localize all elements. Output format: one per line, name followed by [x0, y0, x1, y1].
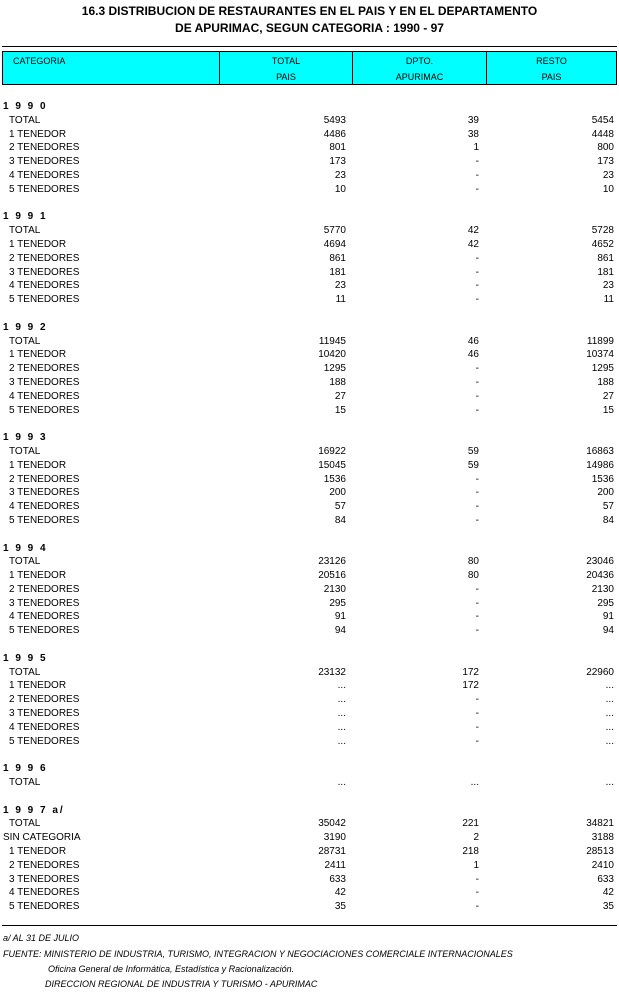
resto-pais-cell: 10374 — [586, 349, 614, 361]
category-cell: 2 TENEDORES — [9, 252, 80, 264]
table-row — [0, 555, 619, 569]
resto-pais-cell: 42 — [602, 887, 614, 899]
header-resto-line2: PAIS — [541, 72, 562, 82]
resto-pais-cell: 2130 — [591, 583, 614, 595]
year-heading: 1 9 9 4 — [3, 542, 48, 554]
total-pais-cell: 15045 — [318, 459, 346, 471]
category-cell: 1 TENEDOR — [9, 680, 67, 692]
resto-pais-cell: 861 — [597, 252, 614, 264]
resto-pais-cell: 14986 — [586, 459, 614, 471]
total-pais-cell: 42 — [334, 887, 346, 899]
dpto-apurimac-cell: - — [475, 390, 479, 402]
total-pais-cell: 28731 — [318, 846, 346, 858]
table-row — [0, 817, 619, 831]
table-row — [0, 169, 619, 183]
dpto-apurimac-cell: 46 — [467, 349, 479, 361]
total-pais-cell: 11 — [335, 294, 346, 306]
resto-pais-cell: 1295 — [591, 363, 614, 375]
category-cell: 5 TENEDORES — [9, 404, 80, 416]
total-pais-cell: 200 — [329, 487, 346, 499]
table-row — [0, 597, 619, 611]
resto-pais-cell: 27 — [602, 390, 614, 402]
resto-pais-cell: 23 — [602, 280, 614, 292]
table-row — [0, 266, 619, 280]
total-pais-cell: 20516 — [318, 570, 346, 582]
dpto-apurimac-cell: - — [475, 363, 479, 375]
total-pais-cell: 4486 — [323, 128, 346, 140]
dpto-apurimac-cell: - — [475, 404, 479, 416]
total-pais-cell: 27 — [334, 390, 346, 402]
dpto-apurimac-cell: - — [475, 487, 479, 499]
table-row — [0, 886, 619, 900]
dpto-apurimac-cell: 46 — [467, 335, 479, 347]
resto-pais-cell: 91 — [602, 611, 614, 623]
resto-pais-cell: 188 — [597, 376, 614, 388]
header-resto-line1: RESTO — [536, 56, 567, 66]
resto-pais-cell: 16863 — [586, 445, 614, 457]
table-row — [0, 735, 619, 749]
table-row — [0, 376, 619, 390]
resto-pais-cell: 22960 — [586, 666, 614, 678]
table-row — [0, 404, 619, 418]
resto-pais-cell: 57 — [602, 501, 614, 513]
total-pais-cell: ... — [337, 721, 346, 733]
header-categoria — [3, 52, 219, 84]
total-pais-cell: 23 — [334, 169, 346, 181]
resto-pais-cell: 10 — [602, 183, 614, 195]
dpto-apurimac-cell: 218 — [462, 846, 479, 858]
total-pais-cell: ... — [337, 777, 346, 789]
resto-pais-cell: ... — [605, 708, 614, 720]
total-pais-cell: ... — [337, 694, 346, 706]
category-cell: 3 TENEDORES — [9, 266, 80, 278]
category-cell: 1 TENEDOR — [9, 570, 67, 582]
dpto-apurimac-cell: 80 — [467, 570, 479, 582]
group-spacer — [0, 197, 619, 211]
total-pais-cell: 1536 — [323, 473, 346, 485]
category-cell: 1 TENEDOR — [9, 846, 67, 858]
dpto-apurimac-cell: 1 — [473, 142, 479, 154]
table-row — [0, 831, 619, 845]
category-cell: 2 TENEDORES — [9, 694, 80, 706]
table-row — [0, 486, 619, 500]
footnote: a/ AL 31 DE JULIO — [3, 933, 80, 943]
group-spacer — [0, 638, 619, 652]
group-spacer — [0, 417, 619, 431]
table-row — [0, 473, 619, 487]
table-row — [0, 238, 619, 252]
total-pais-cell: 2411 — [324, 859, 346, 871]
dpto-apurimac-cell: - — [475, 501, 479, 513]
table-row — [0, 348, 619, 362]
resto-pais-cell: 23 — [602, 169, 614, 181]
category-cell: 4 TENEDORES — [9, 501, 80, 513]
category-cell: 4 TENEDORES — [9, 721, 80, 733]
total-pais-cell: 295 — [329, 597, 346, 609]
header-dpto-line1: DPTO. — [405, 56, 434, 66]
total-pais-cell: 5770 — [323, 225, 346, 237]
dpto-apurimac-cell: - — [475, 708, 479, 720]
category-cell: 1 TENEDOR — [9, 349, 67, 361]
table-title-line-2: DE APURIMAC, SEGUN CATEGORIA : 1990 - 97 — [175, 21, 444, 35]
category-cell: 3 TENEDORES — [9, 873, 80, 885]
resto-pais-cell: 84 — [602, 514, 614, 526]
dpto-apurimac-cell: - — [475, 183, 479, 195]
resto-pais-cell: 34821 — [586, 818, 614, 830]
total-pais-cell: 10420 — [318, 349, 346, 361]
category-cell: 1 TENEDOR — [9, 459, 67, 471]
category-cell: 2 TENEDORES — [9, 142, 80, 154]
resto-pais-cell: 11 — [603, 294, 614, 306]
dpto-apurimac-cell: 38 — [467, 128, 479, 140]
dpto-apurimac-cell: 80 — [467, 556, 479, 568]
dpto-apurimac-cell: ... — [470, 777, 479, 789]
year-heading: 1 9 9 6 — [3, 763, 48, 775]
category-cell: 3 TENEDORES — [9, 376, 80, 388]
table-row — [0, 693, 619, 707]
group-spacer — [0, 307, 619, 321]
table-row — [0, 279, 619, 293]
table-row — [0, 500, 619, 514]
dpto-apurimac-cell: 221 — [462, 818, 479, 830]
category-cell: TOTAL — [9, 818, 41, 830]
resto-pais-cell: 173 — [597, 156, 614, 168]
dpto-apurimac-cell: 172 — [462, 680, 479, 692]
resto-pais-cell: 4652 — [591, 238, 614, 250]
dpto-apurimac-cell: 42 — [467, 238, 479, 250]
resto-pais-cell: 94 — [602, 625, 614, 637]
dpto-apurimac-cell: - — [475, 611, 479, 623]
total-pais-cell: 861 — [329, 252, 346, 264]
table-row — [0, 114, 619, 128]
dpto-apurimac-cell: 172 — [462, 666, 479, 678]
total-pais-cell: 3190 — [323, 832, 346, 844]
category-cell: 1 TENEDOR — [9, 238, 67, 250]
resto-pais-cell: 35 — [602, 901, 614, 913]
dpto-apurimac-cell: - — [475, 625, 479, 637]
dpto-apurimac-cell: 39 — [467, 114, 479, 126]
total-pais-cell: 15 — [334, 404, 346, 416]
resto-pais-cell: 181 — [597, 266, 614, 278]
dpto-apurimac-cell: - — [475, 473, 479, 485]
source-line: FUENTE: MINISTERIO DE INDUSTRIA, TURISMO, INTEGRACION Y NEGOCIACIONES COMERCIALE INTERNACIONALES — [3, 949, 513, 959]
resto-pais-cell: 295 — [597, 597, 614, 609]
total-pais-cell: 91 — [334, 611, 346, 623]
category-cell: 5 TENEDORES — [9, 514, 80, 526]
source-direction: DIRECCION REGIONAL DE INDUSTRIA Y TURISMO - APURIMAC — [45, 979, 318, 989]
table-row — [0, 845, 619, 859]
total-pais-cell: 11945 — [318, 335, 346, 347]
table-row — [0, 224, 619, 238]
total-pais-cell: 10 — [334, 183, 346, 195]
category-cell: TOTAL — [9, 114, 41, 126]
dpto-apurimac-cell: - — [475, 156, 479, 168]
total-pais-cell: 633 — [329, 873, 346, 885]
header-total-pais — [219, 52, 352, 84]
category-cell: 4 TENEDORES — [9, 887, 80, 899]
table-row — [0, 445, 619, 459]
category-cell: 5 TENEDORES — [9, 294, 80, 306]
year-heading: 1 9 9 0 — [3, 101, 48, 112]
dpto-apurimac-cell: - — [475, 694, 479, 706]
total-pais-cell: 84 — [334, 514, 346, 526]
total-pais-cell: 1295 — [323, 363, 346, 375]
category-cell: TOTAL — [9, 335, 41, 347]
total-pais-cell: 57 — [334, 501, 346, 513]
year-heading: 1 9 9 1 — [3, 211, 48, 223]
header-total-line2: PAIS — [276, 72, 296, 82]
total-pais-cell: 801 — [329, 142, 346, 154]
group-spacer — [0, 790, 619, 804]
dpto-apurimac-cell: 1 — [473, 859, 479, 871]
dpto-apurimac-cell: - — [475, 901, 479, 913]
category-cell: 1 TENEDOR — [9, 128, 67, 140]
table-row — [0, 900, 619, 914]
total-pais-cell: ... — [337, 680, 346, 692]
resto-pais-cell: ... — [605, 735, 614, 747]
dpto-apurimac-cell: 59 — [467, 459, 479, 471]
category-cell: 2 TENEDORES — [9, 583, 80, 595]
dpto-apurimac-cell: - — [475, 294, 479, 306]
table-row — [0, 514, 619, 528]
category-cell: TOTAL — [9, 556, 41, 568]
table-row — [0, 583, 619, 597]
resto-pais-cell: 20436 — [586, 570, 614, 582]
table-row — [0, 293, 619, 307]
total-pais-cell: 181 — [329, 266, 346, 278]
table-row — [0, 155, 619, 169]
dpto-apurimac-cell: 2 — [473, 832, 479, 844]
source-office: Oficina General de Informática, Estadística y Racionalización. — [48, 964, 295, 974]
total-pais-cell: ... — [337, 735, 346, 747]
resto-pais-cell: ... — [605, 777, 614, 789]
total-pais-cell: 173 — [329, 156, 346, 168]
header-categoria-label: CATEGORIA — [13, 56, 66, 66]
category-cell: SIN CATEGORIA — [3, 832, 81, 844]
dpto-apurimac-cell: - — [475, 735, 479, 747]
resto-pais-cell: 3188 — [591, 832, 614, 844]
dpto-apurimac-cell: - — [475, 252, 479, 264]
total-pais-cell: 188 — [329, 376, 346, 388]
category-cell: 2 TENEDORES — [9, 473, 80, 485]
total-pais-cell: 16922 — [318, 445, 346, 457]
table-row — [0, 776, 619, 790]
total-pais-cell: 4694 — [323, 238, 346, 250]
category-cell: 3 TENEDORES — [9, 708, 80, 720]
dpto-apurimac-cell: - — [475, 169, 479, 181]
category-cell: 5 TENEDORES — [9, 183, 80, 195]
table-row — [0, 362, 619, 376]
header-total-line1: TOTAL — [271, 56, 301, 66]
total-pais-cell: 35 — [334, 901, 346, 913]
resto-pais-cell: 1536 — [591, 473, 614, 485]
dpto-apurimac-cell: 59 — [467, 445, 479, 457]
table-row — [0, 128, 619, 142]
resto-pais-cell: 2410 — [591, 859, 614, 871]
resto-pais-cell: 5728 — [591, 225, 614, 237]
category-cell: 3 TENEDORES — [9, 156, 80, 168]
group-spacer — [0, 748, 619, 762]
dpto-apurimac-cell: - — [475, 376, 479, 388]
category-cell: 5 TENEDORES — [9, 735, 80, 747]
category-cell: TOTAL — [9, 666, 41, 678]
table-row — [0, 859, 619, 873]
resto-pais-cell: 800 — [597, 142, 614, 154]
table-row — [0, 252, 619, 266]
category-cell: 3 TENEDORES — [9, 487, 80, 499]
resto-pais-cell: ... — [605, 721, 614, 733]
dpto-apurimac-cell: 42 — [467, 225, 479, 237]
category-cell: 4 TENEDORES — [9, 280, 80, 292]
category-cell: 4 TENEDORES — [9, 390, 80, 402]
resto-pais-cell: 200 — [597, 487, 614, 499]
table-row — [0, 707, 619, 721]
total-pais-cell: 23 — [334, 280, 346, 292]
category-cell: 2 TENEDORES — [9, 859, 80, 871]
table-row — [0, 679, 619, 693]
dpto-apurimac-cell: - — [475, 887, 479, 899]
resto-pais-cell: 633 — [597, 873, 614, 885]
dpto-apurimac-cell: - — [475, 266, 479, 278]
resto-pais-cell: 28513 — [586, 846, 614, 858]
dpto-apurimac-cell: - — [475, 280, 479, 292]
table-row — [0, 873, 619, 887]
total-pais-cell: 23132 — [318, 666, 346, 678]
header-resto-pais — [486, 52, 616, 84]
category-cell: TOTAL — [9, 777, 41, 789]
table-body — [0, 100, 619, 914]
category-cell: 4 TENEDORES — [9, 611, 80, 623]
category-cell: TOTAL — [9, 445, 41, 457]
category-cell: 3 TENEDORES — [9, 597, 80, 609]
category-cell: TOTAL — [9, 225, 41, 237]
category-cell: 4 TENEDORES — [9, 169, 80, 181]
total-pais-cell: 35042 — [318, 818, 346, 830]
dpto-apurimac-cell: - — [475, 583, 479, 595]
header-dpto-apurimac — [352, 52, 486, 84]
resto-pais-cell: 23046 — [586, 556, 614, 568]
table-row — [0, 569, 619, 583]
table-row — [0, 721, 619, 735]
category-cell: 5 TENEDORES — [9, 901, 80, 913]
table-row — [0, 183, 619, 197]
resto-pais-cell: 15 — [602, 404, 614, 416]
total-pais-cell: 2130 — [323, 583, 346, 595]
table-row — [0, 459, 619, 473]
table-row — [0, 624, 619, 638]
resto-pais-cell: 4448 — [591, 128, 614, 140]
year-heading: 1 9 9 2 — [3, 321, 48, 333]
bottom-rule — [2, 925, 617, 926]
total-pais-cell: ... — [337, 708, 346, 720]
table-title-line-1: 16.3 DISTRIBUCION DE RESTAURANTES EN EL PAIS Y EN EL DEPARTAMENTO — [81, 4, 538, 18]
category-cell: 2 TENEDORES — [9, 363, 80, 375]
year-heading: 1 9 9 5 — [3, 652, 48, 664]
dpto-apurimac-cell: - — [475, 597, 479, 609]
table-row — [0, 610, 619, 624]
header-dpto-line2: APURIMAC — [395, 72, 444, 82]
total-pais-cell: 23126 — [318, 556, 346, 568]
table-row — [0, 390, 619, 404]
table-row — [0, 141, 619, 155]
year-heading: 1 9 9 7 a/ — [3, 804, 65, 816]
resto-pais-cell: 11899 — [586, 335, 614, 347]
top-rule — [2, 46, 617, 47]
table-header — [2, 51, 617, 85]
category-cell: 5 TENEDORES — [9, 625, 80, 637]
dpto-apurimac-cell: - — [475, 721, 479, 733]
year-heading: 1 9 9 3 — [3, 432, 48, 444]
dpto-apurimac-cell: - — [475, 514, 479, 526]
total-pais-cell: 5493 — [323, 114, 346, 126]
resto-pais-cell: 5454 — [591, 114, 614, 126]
total-pais-cell: 94 — [334, 625, 346, 637]
table-row — [0, 335, 619, 349]
group-spacer — [0, 528, 619, 542]
dpto-apurimac-cell: - — [475, 873, 479, 885]
table-row — [0, 666, 619, 680]
resto-pais-cell: ... — [605, 694, 614, 706]
resto-pais-cell: ... — [605, 680, 614, 692]
